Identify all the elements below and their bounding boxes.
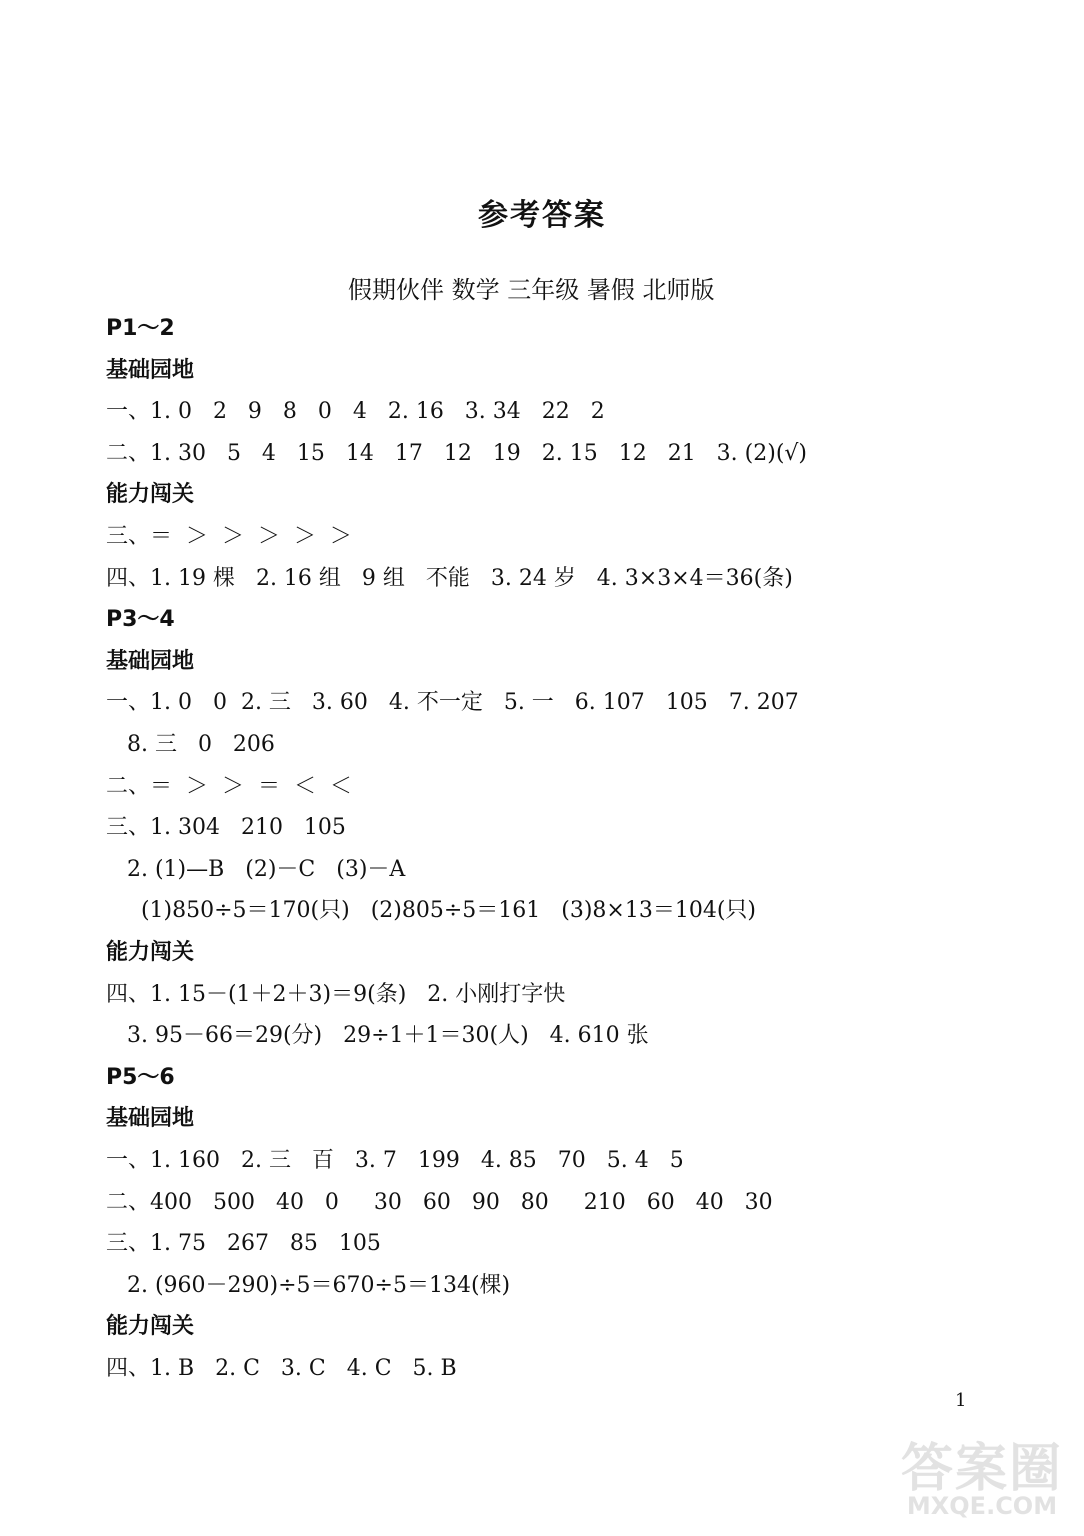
answer-line: 二、400 500 40 0 30 60 90 80 210 60 40 30 [106, 1189, 773, 1215]
watermark-logo [892, 1426, 1072, 1526]
answer-line: 二、1. 30 5 4 15 14 17 12 19 2. 15 12 21 3. (2)(√) [106, 440, 808, 466]
section-heading: P1～2 [106, 316, 175, 341]
watermark-url-text: MXQE.COM [906, 1492, 1058, 1520]
watermark-logo-text: 答案圈 [900, 1439, 1063, 1499]
answer-line: 一、1. 160 2. 三 百 3. 7 199 4. 85 70 5. 4 5 [106, 1148, 684, 1173]
section-heading: 基础园地 [106, 357, 195, 383]
answer-line: 2. (960－290)÷5＝670÷5＝134(棵) [106, 1272, 511, 1298]
answer-line: 3. 95－66＝29(分) 29÷1＋1＝30(人) 4. 610 张 [106, 1023, 649, 1049]
section-heading: 能力闯关 [106, 940, 195, 965]
answer-line: 一、1. 0 2 9 8 0 4 2. 16 3. 34 22 2 [106, 399, 605, 425]
section-heading: P5～6 [106, 1064, 175, 1090]
section-heading: 基础园地 [106, 648, 195, 674]
section-heading: 能力闯关 [106, 482, 195, 508]
answer-line: 三、1. 75 267 85 105 [106, 1231, 381, 1257]
section-heading: P3～4 [106, 607, 175, 633]
section-heading: 能力闯关 [106, 1314, 195, 1340]
answer-line: 2. (1)—B (2)－C (3)－A [106, 856, 406, 882]
answer-line: 四、1. 19 棵 2. 16 组 9 组 不能 3. 24 岁 4. 3×3×4＝36(条) [106, 565, 793, 591]
section-heading: 基础园地 [106, 1106, 195, 1132]
answer-line: 三、1. 304 210 105 [106, 815, 346, 841]
answer-line: 一、1. 0 0 2. 三 3. 60 4. 不一定 5. 一 6. 107 105 7. 207 [106, 690, 799, 716]
answer-line: 三、＝ ＞ ＞ ＞ ＞ ＞ [106, 524, 352, 549]
answer-line: (1)850÷5＝170(只) (2)805÷5＝161 (3)8×13＝104(只) [106, 898, 756, 924]
page-number: 1 [955, 1390, 967, 1411]
answer-line: 四、1. 15－(1＋2＋3)＝9(条) 2. 小刚打字快 [106, 981, 566, 1007]
answer-line: 8. 三 0 206 [106, 732, 275, 757]
answer-line: 二、＝ ＞ ＞ ＝ ＜ ＜ [106, 773, 352, 799]
page-subtitle: 假期伙伴 数学 三年级 暑假 北师版 [348, 276, 715, 304]
page-title: 参考答案 [478, 198, 606, 233]
answer-line: 四、1. B 2. C 3. C 4. C 5. B [106, 1356, 457, 1381]
